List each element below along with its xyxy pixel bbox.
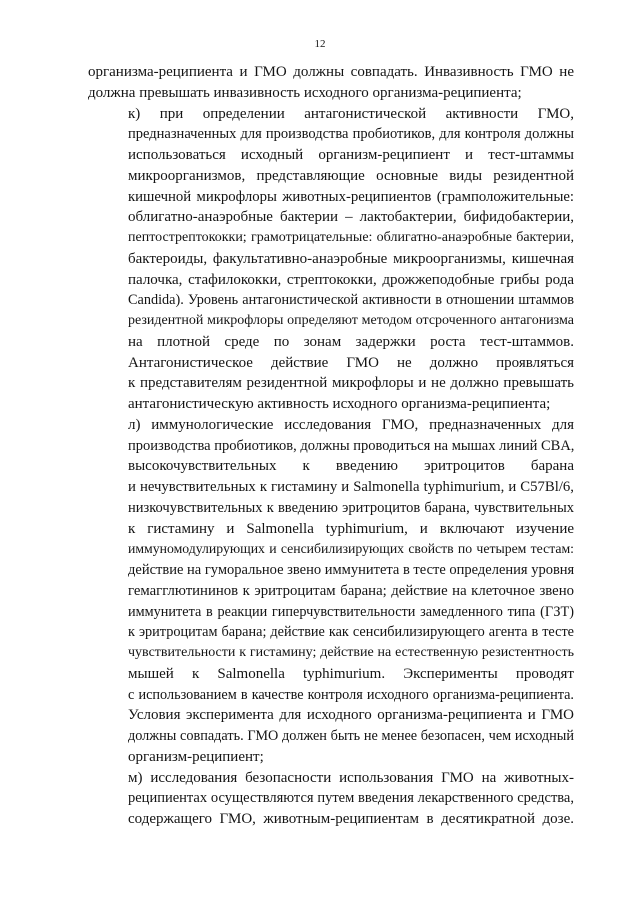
text-line: реципиентах осуществляются путем введения лекарственного средства, <box>128 790 574 807</box>
text-line: к) при определении антагонистической активности ГМО, <box>128 105 574 122</box>
text-line: л) иммунологические исследования ГМО, предназначенных для <box>128 416 574 433</box>
text-line: палочка, стафилококки, стрептококки, дрожжеподобные грибы рода <box>128 271 574 288</box>
text-line: Candida). Уровень антагонистической активности в отношении штаммов <box>128 292 574 309</box>
text-line: бактероиды, факультативно-анаэробные микроорганизмы, кишечная <box>128 250 574 267</box>
text-line: мышей к Salmonella typhimurium. Эксперименты проводят <box>128 665 574 682</box>
text-line: и нечувствительных к гистамину и Salmonella typhimurium, и C57Bl/6, <box>128 479 574 495</box>
paragraph-p-continuation <box>88 62 574 104</box>
text-line: организм-реципиент; <box>128 748 264 765</box>
body-text <box>88 62 574 830</box>
paragraph-p-m <box>88 768 574 830</box>
text-line: антагонистическую активность исходного организма-реципиента; <box>128 396 551 412</box>
text-line: предназначенных для производства пробиотиков, для контроля должны <box>128 126 574 143</box>
text-line: Антагонистическое действие ГМО не должно проявляться <box>128 354 574 371</box>
text-line: м) исследования безопасности использования ГМО на животных- <box>128 769 574 786</box>
text-line: должна превышать инвазивность исходного организма-реципиента; <box>88 84 522 101</box>
text-line: чувствительности к гистамину; действие на естественную резистентность <box>128 645 574 660</box>
text-line: на плотной среде по зонам задержки роста тест-штаммов. <box>128 333 574 350</box>
text-line: использоваться исходный организм-реципиент и тест-штаммы <box>128 147 574 163</box>
text-line: с использованием в качестве контроля исходного организма-реципиента. <box>128 686 574 703</box>
text-line: гемагглютининов к эритроцитам барана; действие на клеточное звено <box>128 582 574 599</box>
text-line: кишечной микрофлоры животных-реципиентов (грамположительные: <box>128 188 574 205</box>
text-line: должны совпадать. ГМО должен быть не менее безопасен, чем исходный <box>128 728 574 744</box>
text-line: облигатно-анаэробные бактерии – лактобактерии, бифидобактерии, <box>128 209 574 226</box>
text-line: к эритроцитам барана; действие как сенсибилизирующего агента в тесте <box>128 624 574 641</box>
text-line: микроорганизмов, представляющие основные виды резидентной <box>128 167 574 184</box>
text-line: Условия эксперимента для исходного организма-реципиента и ГМО <box>128 707 574 724</box>
text-line: к гистамину и Salmonella typhimurium, и включают изучение <box>128 520 574 537</box>
text-line: пептострептококки; грамотрицательные: облигатно-анаэробные бактерии, <box>128 230 574 245</box>
text-line: содержащего ГМО, животным-реципиентам в десятикратной дозе. <box>128 811 574 827</box>
text-line: иммуномодулирующих и сенсибилизирующих свойств по четырем тестам: <box>128 541 574 557</box>
paragraph-p-k <box>88 104 574 415</box>
text-line: высокочувствительных к введению эритроцитов барана <box>128 458 574 475</box>
paragraph-p-l <box>88 415 574 768</box>
text-line: резидентной микрофлоры определяют методом отсроченного антагонизма <box>128 313 574 328</box>
page-number: 12 <box>314 38 326 50</box>
text-line: иммунитета в реакции гиперчувствительности замедленного типа (ГЗТ) <box>128 603 574 620</box>
text-line: производства пробиотиков, должны проводиться на мышах линий CBA, <box>128 437 575 454</box>
text-line: организма-реципиента и ГМО должны совпадать. Инвазивность ГМО не <box>88 64 574 80</box>
text-line: действие на гуморальное звено иммунитета в тесте определения уровня <box>128 562 575 578</box>
text-line: к представителям резидентной микрофлоры и не должно превышать <box>128 375 574 392</box>
text-line: низкочувствительных к введению эритроцитов барана, чувствительных <box>128 499 574 516</box>
